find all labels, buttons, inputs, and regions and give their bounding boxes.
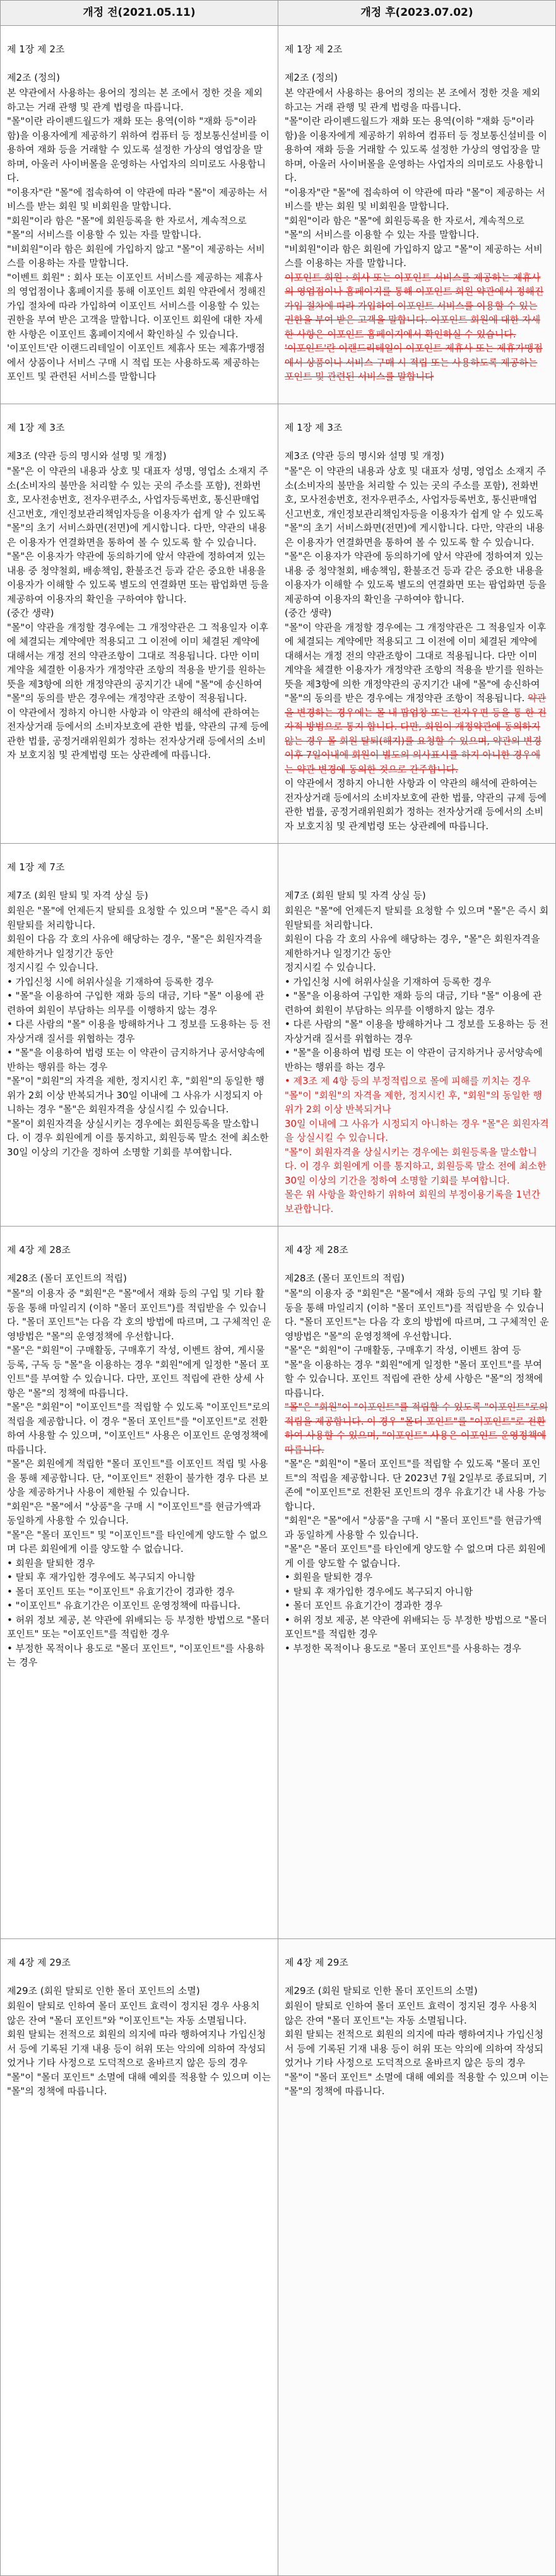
added-clause-text: 약관을 변경하는 경우에는 몰 내 팝업창 또는 전자우편 등을 통 한 전자적 방법으로 통지 합니다. 다만, 회원이 개정약관에 동의하지 않는 경우 몰 회원 탈퇴(해지)를 요청할 수 있으며, 약관의 변경이후 7일이내에 회원이 별도의 의사표시를 하지 아니한 경우에는 약관 변경에 동의한 것으로 간주합니다. xyxy=(285,692,547,775)
clause-text: • 탈퇴 후 재가입한 경우에도 복구되지 아니함 xyxy=(7,1571,196,1583)
clause-text: • 몰더 포인트 또는 "이포인트" 유효기간이 경과한 경우 xyxy=(7,1585,235,1597)
clause-text: 정지시킬 수 있습니다. xyxy=(285,962,376,973)
clause-text: "몰"이란 라이펜드월드가 재화 또는 용역(이하 "재화 등"이라 함)을 이용자에게 제공하기 위하여 컴퓨터 등 정보통신설비를 이용하여 재화 등을 거래할 수 있도록 설정한 가상의 영업장을 말하며, 아울러 사이버몰을 운영하는 사업자의 의미로도 사용합니다. xyxy=(7,115,269,184)
clause-text: "이벤트 회원" : 회사 또는 이포인트 서비스를 제공하는 제휴사의 영업점이나 홈페이지를 통해 이포인트 회원 약관에서 정해진 가입 절차에 따라 가입하여 이포인트 서비스를 이용할 수 있는 권한을 부여 받은 고객을 말합니다. 이포인트 회원에 대한 자세한 사항은 이포인트 홈페이지에서 확인하실 수 있습니다. xyxy=(7,271,266,340)
clause-text: 본 약관에서 사용하는 용어의 정의는 본 조에서 정한 것을 제외하고는 거래 관행 및 관계 법령을 따릅니다. xyxy=(285,87,541,113)
clause-text: (중간 생략) xyxy=(7,607,54,619)
clause-text: • "몰"을 이용하여 법령 또는 이 약관이 금지하거나 공서양속에 반하는 행위를 하는 경우 xyxy=(285,1047,543,1073)
article-title: 제2조 (정의) xyxy=(285,71,338,83)
chapter-heading: 제 4장 제 28조 xyxy=(7,1244,71,1256)
article-title: 제29조 (회원 탈퇴로 인한 몰더 포인트의 소멸) xyxy=(7,1984,200,1996)
clause-text: "몰"은 이 약관의 내용과 상호 및 대표자 성명, 영업소 소재지 주소(소비자의 불만을 처리할 수 있는 곳의 주소를 포함), 전화번호, 모사전송번호, 전자우편주소, 사업자등록번호, 통신판매업 신고번호, 개인정보관리책임자등을 이용자가 쉽게 알 수 있도록 "몰"의 초기 서비스화면(전면)에 게시합니다. 다만, 약관의 내용은 이용자가 연결화면을 통하여 볼 수 있도록 할 수 있습니다. xyxy=(7,465,269,548)
cell-before xyxy=(1,26,278,404)
chapter-heading: 제 1장 제 3조 xyxy=(285,422,343,433)
clause-text: 이 약관에서 정하지 아니한 사항과 이 약관의 해석에 관하여는 전자상거래 등에서의 소비자보호에 관한 법률, 약관의 규제 등에 관한 법률, 공정거래위원회가 정하는 전자상거래 등에서의 소비자 보호지침 및 관계법령 또는 상관례에 따릅니다. xyxy=(285,778,547,832)
cell-after xyxy=(278,1227,556,1939)
cell-before xyxy=(1,844,278,1227)
chapter-heading: 제 1장 제 2조 xyxy=(7,44,65,55)
cell-before xyxy=(1,404,278,844)
clause-text: "몰"이 약관을 개정할 경우에는 그 개정약관은 그 적용일자 이후에 체결되는 계약에만 적용되고 그 이전에 이미 체결된 계약에 대해서는 개정 전의 약관조항이 그대로 적용됩니다. 다만 이미 계약을 체결한 이용자가 개정약관 조항의 적용을 받기를 원하는 뜻을 제3항에 의한 개정약관의 공지기간 내에 "몰"에 송신하여 "몰"의 동의를 받은 경우에는 개정약관 조항이 적용됩니다. xyxy=(7,621,269,704)
clause-text: "몰"은 이용자가 약관에 동의하기에 앞서 약관에 정하여져 있는 내용 중 청약철회, 배송책임, 환불조건 등과 같은 중요한 내용을 이용자가 이해할 수 있도록 별도의 연결화면 또는 팝업화면 등을 제공하여 이용자의 확인을 구하여야 합니다. xyxy=(7,551,269,605)
clause-text: 회원이 다음 각 호의 사유에 해당하는 경우, "몰"은 회원자격을 제한하거나 일정기간 동안 xyxy=(285,933,540,959)
clause-text: 회원이 탈퇴로 인하여 몰더 포인트 효력이 정지된 경우 사용치 않은 잔여 "몰더 포인트"와 "이포인트"는 자동 소멸됩니다. xyxy=(7,2000,260,2026)
clause-text: • 회원을 탈퇴한 경우 xyxy=(285,1571,373,1583)
article-title: 제3조 (약관 등의 명시와 설명 및 개정) xyxy=(7,450,167,462)
article-title: 제29조 (회원 탈퇴로 인한 몰더 포인트의 소멸) xyxy=(285,1984,478,1996)
added-clause-text: 몰은 위 사항을 확인하기 위하여 회원의 부정이용기록을 1년간 보관합니다. xyxy=(285,1189,541,1215)
clause-text: (중간 생략) xyxy=(285,607,332,619)
clause-text: 회원 탈퇴는 전적으로 회원의 의지에 따라 행하여지나 가입신청서 등에 기록된 기재 내용 등이 허위 또는 악의에 의하여 작성되었거나 기타 사정으로 도덕적으로 올바르지 않은 등의 경우 "몰"이 "몰더 포인트" 소멸에 대해 예외를 적용할 수 있으며 이는 "몰"의 정책에 따릅니다. xyxy=(285,2029,549,2097)
clause-text: '이포인트'란 이랜드리테일이 이포인트 제휴사 또는 제휴가맹점에서 상품이나 서비스 구매 시 적립 또는 사용하도록 제공하는 포인트 및 관련된 서비스를 말합니다 xyxy=(7,342,265,382)
column-header-before: 개정 전(2021.05.11) xyxy=(1,1,278,26)
chapter-heading: 제 1장 제 7조 xyxy=(7,861,65,873)
clause-text: 이 약관에서 정하지 아니한 사항과 이 약관의 해석에 관하여는 전자상거래 등에서의 소비자보호에 관한 법률, 약관의 규제 등에 관한 법률, 공정거래위원회가 정하는 전자상거래 등에서의 소비자 보호지침 및 관계법령 또는 상관례에 따릅니다. xyxy=(7,706,269,761)
clause-text: "비회원"이라 함은 회원에 가입하지 않고 "몰"이 제공하는 서비스를 이용하는 자를 말합니다. xyxy=(7,243,265,269)
clause-text: "몰"은 회원에게 적립한 "몰더 포인트"를 이포인트 적립 및 사용을 통해 제공합니다. 단, "이포인트" 전환이 불가한 경우 다른 보상을 제공하거나 사용이 제한될 수 있습니다. xyxy=(7,1458,269,1498)
clause-text: "이용자"란 "몰"에 접속하여 이 약관에 따라 "몰"이 제공하는 서비스를 받는 회원 및 비회원을 말합니다. xyxy=(7,186,268,212)
clause-text: • "몰"을 이용하여 구입한 재화 등의 대금, 기타 "몰" 이용에 관련하여 회원이 부담하는 의무를 이행하지 않는 경우 xyxy=(285,990,542,1016)
clause-text: 본 약관에서 사용하는 용어의 정의는 본 조에서 정한 것을 제외하고는 거래 관행 및 관계 법령을 따릅니다. xyxy=(7,87,263,113)
deleted-clause-text: 이포인트 회원 : 회사 또는 이포인트 서비스를 제공하는 제휴사의 영업점이나 홈페이지를 통해 이포인트 회원 약관에서 정해진 가입 절차에 따라 가입하여 이포인트 서비스를 이용할 수 있는 권한을 부여 받은 고객을 말합니다. 이포인트 회원에 대한 자세한 사항은 이포인트 홈페이지에서 확인하실 수 있습니다. xyxy=(285,271,544,340)
clause-text: "회원"이라 함은 "몰"에 회원등록을 한 자로서, 계속적으로 "몰"의 서비스를 이용할 수 있는 자를 말합니다. xyxy=(285,214,524,240)
article-title: 제7조 (회원 탈퇴 및 자격 상실 등) xyxy=(7,889,148,901)
clause-text: "비회원"이라 함은 회원에 가입하지 않고 "몰"이 제공하는 서비스를 이용하는 자를 말합니다. xyxy=(285,243,543,269)
clause-text: "회원"은 "몰"에서 "상품"을 구매 시 "이포인트"를 현금가액과 동일하게 사용할 수 있습니다. xyxy=(7,1500,261,1526)
table-row xyxy=(1,26,556,404)
clause-text: "이용자"란 "몰"에 접속하여 이 약관에 따라 "몰"이 제공하는 서비스를 받는 회원 및 비회원을 말합니다. xyxy=(285,186,545,212)
clause-text: 회원은 "몰"에 언제든지 탈퇴를 요청할 수 있으며 "몰"은 즉시 회원탈퇴를 처리합니다. xyxy=(7,905,271,931)
deleted-clause-text: "몰"은 "회원"이 "이포인트"를 적립할 수 있도록 "이포인트"로의 적립을 제공합니다. 이 경우 "몰더 포인트"를 "이포인트"로 전환하여 사용할 수 있으며, "이포인트" 사용은 이포인트 운영정책에 따릅니다. xyxy=(285,1401,548,1455)
clause-text: • 부정한 목적이나 용도로 "몰더 포인트"를 사용하는 경우 xyxy=(285,1642,521,1654)
added-clause-text: "몰"이 회원자격을 상실시키는 경우에는 회원등록을 말소합니다. 이 경우 회원에게 이를 통지하고, 회원등록 말소 전에 최소한 30일 이상의 기간을 정하여 소명할 기회를 부여합니다. xyxy=(285,1146,547,1186)
clause-text: 회원이 탈퇴로 인하여 몰더 포인트 효력이 정지된 경우 사용치 않은 잔여 "몰더 포인트"는 자동 소멸됩니다. xyxy=(285,2000,538,2026)
clause-text: • 탈퇴 후 재가입한 경우에도 복구되지 아니함 xyxy=(285,1585,473,1597)
cell-after xyxy=(278,844,556,1227)
clause-text: "몰"이 약관을 개정할 경우에는 그 개정약관은 그 적용일자 이후에 체결되는 계약에만 적용되고 그 이전에 이미 체결된 계약에 대해서는 개정 전의 약관조항이 그대로 적용됩니다. 다만 이미 계약을 체결한 이용자가 개정약관 조항의 적용을 받기를 원하는 뜻을 제3항에 의한 개정약관의 공지기간 내에 "몰"에 송신하여 "몰"의 동의를 받은 경우에는 개정약관 조항이 적용됩니다. xyxy=(285,621,547,704)
clause-text: 회원은 "몰"에 언제든지 탈퇴를 요청할 수 있으며 "몰"은 즉시 회원탈퇴를 처리합니다. xyxy=(285,905,549,931)
clause-text: "몰"이 회원자격을 상실시키는 경우에는 회원등록을 말소합니다. 이 경우 회원에게 이를 통지하고, 회원등록 말소 전에 최소한 30일 이상의 기간을 정하여 소명할 기회를 부여합니다. xyxy=(7,1117,269,1158)
clause-text: "회원"이라 함은 "몰"에 회원등록을 한 자로서, 계속적으로 "몰"의 서비스를 이용할 수 있는 자를 말합니다. xyxy=(7,214,247,240)
table-row xyxy=(1,1939,556,2576)
table-row xyxy=(1,1227,556,1939)
clause-text: • 허위 정보 제공, 본 약관에 위배되는 등 부정한 방법으로 "몰더 포인트"를 적립한 경우 xyxy=(285,1614,547,1640)
clause-text: • "몰"을 이용하여 구입한 재화 등의 대금, 기타 "몰" 이용에 관련하여 회원이 부담하는 의무를 이행하지 않는 경우 xyxy=(7,990,264,1016)
clause-text: • 가입신청 시에 허위사실을 기재하여 등록한 경우 xyxy=(7,976,214,988)
clause-text: "몰"이 "회원"의 자격을 제한, 정지시킨 후, "회원"의 동일한 행위가 2회 이상 반복되거나 30일 이내에 그 사유가 시정되지 아니하는 경우 "몰"은 회원자격을 상실시킬 수 있습니다. xyxy=(7,1075,264,1115)
clause-text: • 다른 사람의 "몰" 이용을 방해하거나 그 정보를 도용하는 등 전자상거래 질서를 위협하는 경우 xyxy=(7,1018,271,1044)
chapter-heading: 제 4장 제 29조 xyxy=(7,1957,71,1968)
clause-text: • 몰더 포인트 유효기간이 경과한 경우 xyxy=(285,1600,443,1611)
deleted-clause-text: '이포인트'란 이랜드리테일이 이포인트 제휴사 또는 제휴가맹점에서 상품이나 서비스 구매 시 적립 또는 사용하도록 제공하는 포인트 및 관련된 서비스를 말합니다 xyxy=(285,342,543,382)
chapter-heading: 제 4장 제 28조 xyxy=(285,1244,348,1256)
clause-text: "몰"은 "몰더 포인트" 및 "이포인트"를 타인에게 양도할 수 없으며 다른 회원에게 이를 양도할 수 없습니다. xyxy=(7,1529,268,1554)
clause-text: • 허위 정보 제공, 본 약관에 위배되는 등 부정한 방법으로 "몰더 포인트" 또는 "이포인트"를 적립한 경우 xyxy=(7,1614,269,1640)
cell-before xyxy=(1,1227,278,1939)
clause-text: 회원 탈퇴는 전적으로 회원의 의지에 따라 행하여지나 가입신청서 등에 기록된 기재 내용 등이 허위 또는 악의에 의하여 작성되었거나 기타 사정으로 도덕적으로 올바르지 않은 등의 경우 "몰"이 "몰더 포인트" 소멸에 대해 예외를 적용할 수 있으며 이는 "몰"의 정책에 따릅니다. xyxy=(7,2029,271,2097)
clause-text: "몰"이란 라이펜드월드가 재화 또는 용역(이하 "재화 등"이라 함)을 이용자에게 제공하기 위하여 컴퓨터 등 정보통신설비를 이용하여 재화 등을 거래할 수 있도록 설정한 가상의 영업장을 말하며, 아울러 사이버몰을 운영하는 사업자의 의미로도 사용합니다. xyxy=(285,115,547,184)
cell-after xyxy=(278,1939,556,2576)
clause-text: • 회원을 탈퇴한 경우 xyxy=(7,1557,95,1569)
table-row xyxy=(1,844,556,1227)
article-title: 제2조 (정의) xyxy=(7,71,60,83)
cell-after xyxy=(278,404,556,844)
clause-text: 정지시킬 수 있습니다. xyxy=(7,962,98,973)
added-clause-text: 30일 이내에 그 사유가 시정되지 아니하는 경우 "몰"은 회원자격을 상실시킬 수 있습니다. xyxy=(285,1117,549,1143)
clause-text: 회원이 다음 각 호의 사유에 해당하는 경우, "몰"은 회원자격을 제한하거나 일정기간 동안 xyxy=(7,933,263,959)
clause-text: "몰"은 "몰더 포인트"를 타인에게 양도할 수 없으며 다른 회원에게 이를 양도할 수 없습니다. xyxy=(285,1543,546,1569)
clause-text-mixed xyxy=(285,621,549,777)
cell-after xyxy=(278,26,556,404)
added-clause-text: • 제3조 제 4항 등의 부정적립으로 몰에 피해를 끼치는 경우 xyxy=(285,1075,531,1087)
clause-text: "몰"의 이용자 중 "회원"은 "몰"에서 재화 등의 구입 및 기타 활동을 통해 마일리지 (이하 "몰더 포인트")를 적립받을 수 있습니다. "몰더 포인트"는 다음 각 호의 방법에 따르며, 그 구체적인 운영방법은 "몰"의 운영정책에 우선합니다. xyxy=(7,1288,271,1342)
article-title: 제7조 (회원 탈퇴 및 자격 상실 등) xyxy=(285,889,426,901)
article-title: 제28조 (몰더 포인트의 적립) xyxy=(285,1272,405,1284)
article-title: 제3조 (약관 등의 명시와 설명 및 개정) xyxy=(285,450,444,462)
chapter-heading: 제 4장 제 29조 xyxy=(285,1957,348,1968)
clause-text: • "몰"을 이용하여 법령 또는 이 약관이 금지하거나 공서양속에 반하는 행위를 하는 경우 xyxy=(7,1047,265,1073)
column-header-after: 개정 후(2023.07.02) xyxy=(278,1,556,26)
clause-text: • "이포인트" 유효기간은 이포인트 운영정책에 따릅니다. xyxy=(7,1600,241,1611)
clause-text: • 다른 사람의 "몰" 이용을 방해하거나 그 정보를 도용하는 등 전자상거래 질서를 위협하는 경우 xyxy=(285,1018,549,1044)
clause-text: • 가입신청 시에 허위사실을 기재하여 등록한 경우 xyxy=(285,976,492,988)
clause-text: "회원"은 "몰"에서 "상품"을 구매 시 "몰더 포인트"를 현금가액과 동일하게 사용할 수 있습니다. xyxy=(285,1515,542,1541)
article-title: 제28조 (몰더 포인트의 적립) xyxy=(7,1272,127,1284)
clause-text: "몰"은 "회원"이 "이포인트"를 적립할 수 있도록 "이포인트"로의 적립을 제공합니다. 이 경우 "몰더 포인트"를 "이포인트"로 전환하여 사용할 수 있으며, "이포인트" 사용은 이포인트 운영정책에 따릅니다. xyxy=(7,1401,271,1455)
chapter-heading: 제 1장 제 2조 xyxy=(285,44,343,55)
clause-text: "몰"은 "회원"이 구매활동, 구매후기 작성, 이벤트 참여, 게시물 등록, 구독 등 "몰"을 이용하는 경우 "회원"에게 일정한 "몰더 포인트"를 부여할 수 있습니다. 다만, 포인트 적립에 관한 상세 사항은 "몰"의 정책에 따릅니다. xyxy=(7,1344,269,1399)
clause-text: "몰"의 이용자 중 "회원"은 "몰"에서 재화 등의 구입 및 기타 활동을 통해 마일리지 (이하 "몰더 포인트")를 적립받을 수 있습니다. "몰더 포인트"는 다음 각 호의 방법에 따르며, 그 구체적인 운영방법은 "몰"의 운영정책에 우선합니다. xyxy=(285,1288,549,1342)
clause-text: "몰"은 이용자가 약관에 동의하기에 앞서 약관에 정하여져 있는 내용 중 청약철회, 배송책임, 환불조건 등과 같은 중요한 내용을 이용자가 이해할 수 있도록 별도의 연결화면 또는 팝업화면 등을 제공하여 이용자의 확인을 구하여야 합니다. xyxy=(285,551,547,605)
chapter-spacer xyxy=(285,860,549,875)
table-row xyxy=(1,404,556,844)
cell-before xyxy=(1,1939,278,2576)
table-header-row xyxy=(1,1,556,26)
clause-text: "몰"은 "회원"이 "몰더 포인트"를 적립할 수 있도록 "몰더 포인트"의 적립을 제공합니다. 단 2023년 7월 2일부로 종료되며, 기존에 "이포인트"로 전환된 포인트의 경우 유효기간 내 사용 가능합니다. xyxy=(285,1458,548,1512)
clause-text: • 부정한 목적이나 용도로 "몰더 포인트", "이포인트"를 사용하는 경우 xyxy=(7,1642,264,1668)
clause-text: "몰"은 "회원"이 구매활동, 구매후기 작성, 이벤트 참여 등 "몰"을 이용하는 경우 "회원"에게 일정한 "몰더 포인트"를 부여할 수 있습니다. 포인트 적립에 관한 상세 사항은 "몰"의 정책에 따릅니다. xyxy=(285,1344,543,1399)
added-clause-text: "몰"이 "회원"의 자격을 제한, 정지시킨 후, "회원"의 동일한 행위가 2회 이상 반복되거나 xyxy=(285,1089,542,1115)
clause-text: "몰"은 이 약관의 내용과 상호 및 대표자 성명, 영업소 소재지 주소(소비자의 불만을 처리할 수 있는 곳의 주소를 포함), 전화번호, 모사전송번호, 전자우편주소, 사업자등록번호, 통신판매업 신고번호, 개인정보관리책임자등을 이용자가 쉽게 알 수 있도록 "몰"의 초기 서비스화면(전면)에 게시합니다. 다만, 약관의 내용은 이용자가 연결화면을 통하여 볼 수 있도록 할 수 있습니다. xyxy=(285,465,547,548)
chapter-heading: 제 1장 제 3조 xyxy=(7,422,65,433)
